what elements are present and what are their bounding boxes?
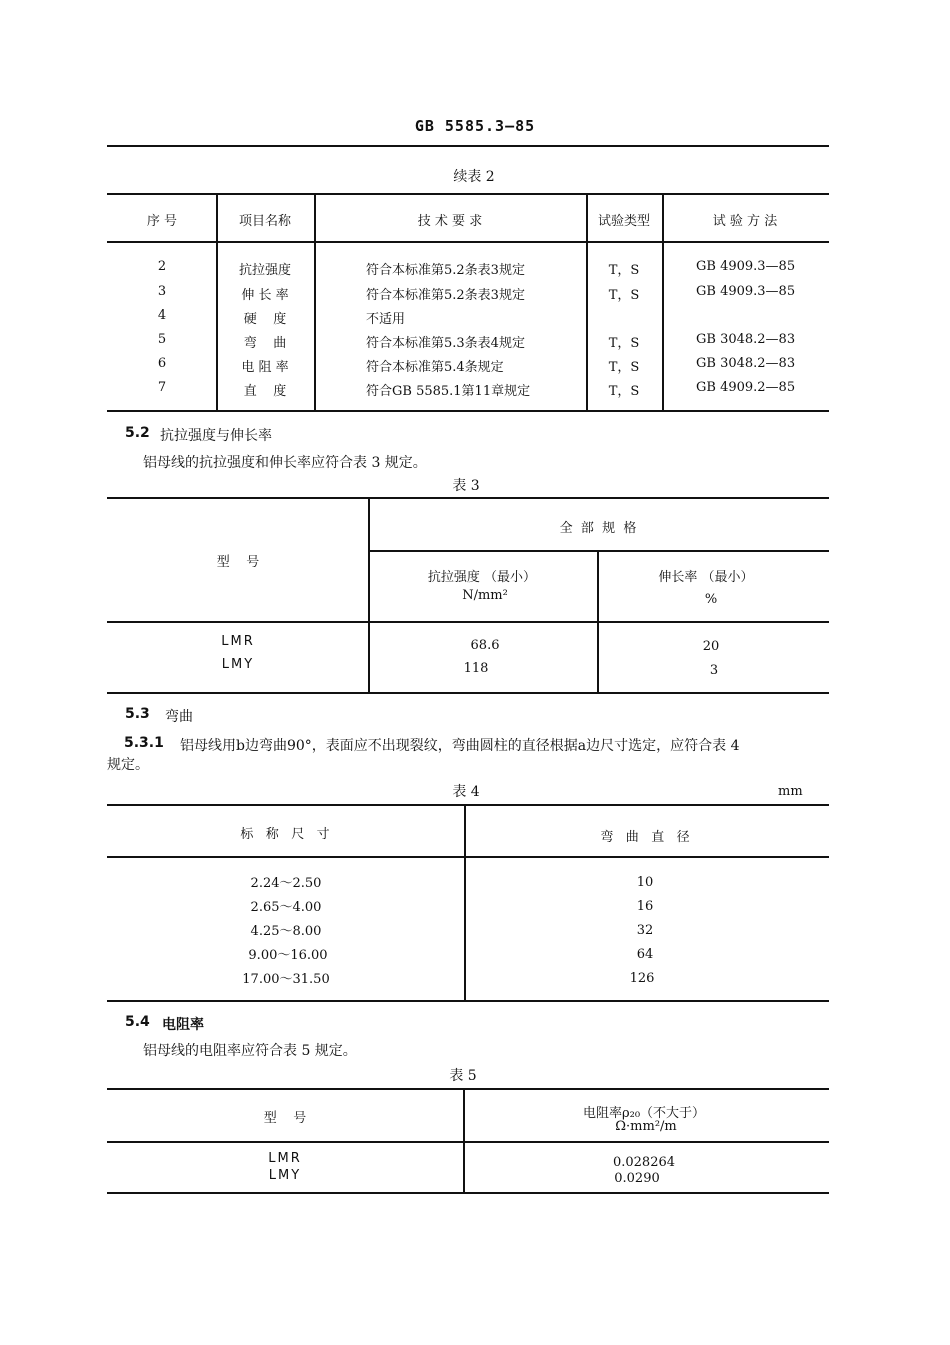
section-number: 5.4 (125, 1014, 150, 1030)
row-diam: 16 (636, 899, 654, 914)
table2-divider (662, 193, 664, 412)
table3-header-elong-unit: % (704, 592, 718, 607)
row-type: T，S (608, 336, 640, 351)
row-item: 硬 度 (243, 312, 287, 327)
row-requirement: 符合本标准第5.2条表3规定 (366, 263, 525, 278)
row-requirement: 符合本标准第5.4条规定 (366, 360, 504, 375)
row-method: GB 4909.2—85 (696, 380, 796, 395)
table3-bottom-rule (107, 692, 829, 694)
table4-header-size: 标 称 尺 寸 (240, 827, 330, 842)
table3-caption: 表 3 (452, 478, 480, 494)
section-number: 5.3.1 (124, 735, 164, 751)
header-rule (107, 145, 829, 147)
paragraph: 规定。 (107, 757, 149, 773)
table5-divider (463, 1088, 465, 1194)
row-method: GB 4909.3—85 (696, 284, 796, 299)
paragraph: 铝母线用b边弯曲90°，表面应不出现裂纹，弯曲圆柱的直径根据a边尺寸选定，应符合表 4 (180, 738, 740, 754)
section-number: 5.2 (125, 425, 150, 441)
row-size: 4.25～8.00 (250, 924, 322, 939)
table4-unit: mm (778, 784, 803, 799)
row-type: T，S (608, 384, 640, 399)
row-tensile: 118 (463, 661, 489, 676)
table2-header-cell: 项目名称 (238, 214, 292, 229)
table5-header-rule (107, 1141, 829, 1143)
table3-header-group: 全 部 规 格 (559, 521, 637, 536)
row-size: 2.65～4.00 (250, 900, 322, 915)
row-requirement: 不适用 (366, 312, 406, 327)
row-no: 7 (157, 380, 167, 395)
section-number: 5.3 (125, 706, 150, 722)
table4-bottom-rule (107, 1000, 829, 1002)
row-size: 2.24～2.50 (250, 876, 322, 891)
row-no: 2 (157, 259, 167, 274)
table2-header-cell: 技 术 要 求 (417, 214, 483, 229)
table4-divider (464, 804, 466, 1002)
table3-sub-rule (368, 550, 829, 552)
table4-caption: 表 4 (452, 784, 480, 800)
row-no: 6 (157, 356, 167, 371)
row-no: 4 (157, 308, 167, 323)
table2-header-cell: 序 号 (146, 214, 178, 229)
row-res: 0.028264 (612, 1155, 676, 1170)
table4-header-rule (107, 856, 829, 858)
paragraph: 铝母线的电阻率应符合表 5 规定。 (143, 1043, 357, 1059)
table3-header-tensile-unit: N/mm² (462, 588, 508, 603)
row-diam: 32 (636, 923, 654, 938)
row-item: 抗拉强度 (238, 263, 292, 278)
table2-header-cell: 试验类型 (597, 214, 651, 229)
table2-divider (314, 193, 316, 412)
table5-bottom-rule (107, 1192, 829, 1194)
table5-caption: 表 5 (449, 1068, 477, 1084)
row-item: 电 阻 率 (241, 360, 289, 375)
row-method: GB 4909.3—85 (696, 259, 796, 274)
row-tensile: 68.6 (470, 638, 500, 653)
row-res: 0.0290 (614, 1171, 660, 1186)
table3-header-elong: 伸长率 （最小） (658, 570, 754, 585)
table3-divider (597, 550, 599, 694)
table3-header-rule (107, 621, 829, 623)
standard-number: GB 5585.3—85 (414, 117, 536, 135)
table3-top-rule (107, 497, 829, 499)
row-size: 9.00～16.00 (248, 948, 328, 963)
row-type: T，S (608, 263, 640, 278)
row-model: LMR (268, 1151, 302, 1166)
row-requirement: 符合本标准第5.3条表4规定 (366, 336, 525, 351)
row-diam: 126 (629, 971, 655, 986)
table5-header-res: 电阻率ρ₂₀（不大于） (582, 1106, 706, 1121)
row-size: 17.00～31.50 (242, 972, 330, 987)
section-title: 电阻率 (162, 1017, 204, 1033)
row-requirement: 符合本标准第5.2条表3规定 (366, 288, 525, 303)
row-type: T，S (608, 288, 640, 303)
row-type: T，S (608, 360, 640, 375)
table2-divider (216, 193, 218, 412)
table4-top-rule (107, 804, 829, 806)
table3-header-tensile: 抗拉强度 （最小） (427, 570, 537, 585)
table5-header-res-unit: Ω·mm²/m (615, 1119, 677, 1134)
row-item: 直 度 (243, 384, 287, 399)
row-item: 弯 曲 (243, 336, 287, 351)
table2-caption: 续表 2 (453, 169, 495, 185)
row-method: GB 3048.2—83 (696, 356, 796, 371)
table2-divider (586, 193, 588, 412)
section-title: 弯曲 (165, 709, 193, 725)
row-diam: 64 (636, 947, 654, 962)
section-title: 抗拉强度与伸长率 (160, 428, 272, 444)
row-item: 伸 长 率 (241, 288, 289, 303)
row-model: LMR (221, 634, 255, 649)
row-diam: 10 (636, 875, 654, 890)
table4-header-diam: 弯 曲 直 径 (600, 830, 690, 845)
row-no: 3 (157, 284, 167, 299)
table3-divider (368, 497, 370, 694)
row-elong: 20 (702, 639, 720, 654)
paragraph: 铝母线的抗拉强度和伸长率应符合表 3 规定。 (143, 455, 427, 471)
row-model: LMY (268, 1168, 302, 1183)
row-no: 5 (157, 332, 167, 347)
table3-header-model: 型 号 (216, 555, 260, 570)
table2-header-cell: 试 验 方 法 (712, 214, 778, 229)
row-requirement: 符合GB 5585.1第11章规定 (366, 384, 531, 399)
table5-header-model: 型 号 (263, 1111, 307, 1126)
row-elong: 3 (709, 663, 719, 678)
row-method: GB 3048.2—83 (696, 332, 796, 347)
table5-top-rule (107, 1088, 829, 1090)
row-model: LMY (221, 657, 255, 672)
